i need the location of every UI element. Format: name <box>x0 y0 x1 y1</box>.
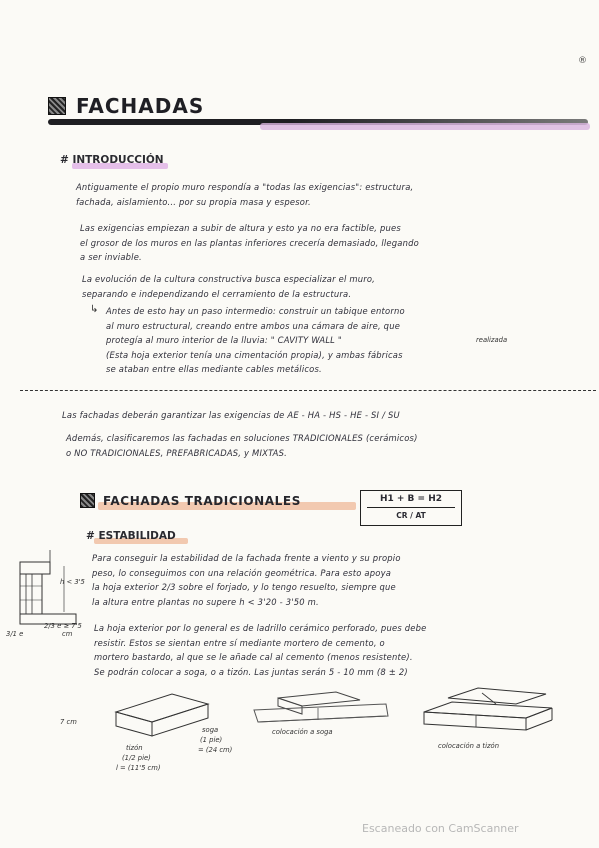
intro-paragraph-1 <box>76 180 413 209</box>
text-line: al muro estructural, creando entre ambos una cámara de aire, que <box>106 320 401 331</box>
text-line: protegía al muro interior de la lluvia: " CAVITY WALL " <box>106 335 342 345</box>
text-line: Las fachadas deberán garantizar las exigencias de AE - HA - HS - HE - SI / SU <box>62 410 400 420</box>
intro-paragraph-3 <box>82 272 375 301</box>
brick-soga-dim: (1 pie) <box>200 736 223 744</box>
brick-soga-dim2: = (24 cm) <box>198 746 233 754</box>
title-highlight <box>260 123 590 130</box>
height-label: h < 3'5 <box>60 578 85 586</box>
requirements-paragraph <box>62 408 400 423</box>
cavity-wall-note <box>106 304 405 377</box>
text-line: Para conseguir la estabilidad de la fachada frente a viento y su propio <box>92 553 401 563</box>
caption-soga: colocación a soga <box>272 728 333 736</box>
text-line: la hoja exterior 2/3 sobre el forjado, y lo tengo resuelto, siempre que <box>92 582 396 592</box>
text-line: Las exigencias empiezan a subir de altura y esto ya no era factible, pues <box>80 223 401 233</box>
formula-bottom: CR / AT <box>396 511 426 520</box>
text-line: Antiguamente el propio muro respondía a "todas las exigencias": estructura, <box>76 182 414 192</box>
stability-paragraph <box>92 551 401 609</box>
arrow-icon: ↳ <box>90 304 99 315</box>
brick-tizon-label: tizón <box>126 744 143 752</box>
tizon-arrangement-diagram <box>418 684 558 742</box>
scanner-watermark: Escaneado con CamScanner <box>362 822 519 835</box>
page-title: FACHADAS <box>76 94 205 118</box>
title-row <box>48 94 204 118</box>
caption-tizon: colocación a tizón <box>438 742 500 750</box>
text-line: La hoja exterior por lo general es de ladrillo cerámico perforado, pues debe <box>94 623 427 633</box>
stability-heading: # ESTABILIDAD <box>86 530 176 542</box>
hatched-square-icon <box>48 97 66 115</box>
text-line: fachada, aislamiento... por su propia masa y espesor. <box>76 196 311 207</box>
text-line: resistir. Estos se sientan entre sí mediante mortero de cemento, o <box>94 637 385 648</box>
text-line: o NO TRADICIONALES, PREFABRICADAS, y MIXTAS. <box>66 447 287 458</box>
text-line: peso, lo conseguimos con una relación geométrica. Para esto apoya <box>92 567 392 578</box>
brick-paragraph <box>94 621 426 679</box>
side-note: realizada <box>476 336 508 344</box>
intro-paragraph-2 <box>80 221 419 265</box>
base-label: 3/1 e <box>6 630 24 638</box>
section-title-row <box>80 493 301 508</box>
hatched-square-icon <box>80 493 95 508</box>
brick-tizon-dim2: l = (11'5 cm) <box>116 764 161 772</box>
dashed-divider <box>20 390 596 391</box>
corner-mark: ® <box>578 56 587 66</box>
formula-box <box>360 490 462 526</box>
text-line: a ser inviable. <box>80 252 142 262</box>
text-line: se ataban entre ellas mediante cables metálicos. <box>106 364 322 374</box>
unit-label: cm <box>62 630 73 638</box>
text-line: el grosor de los muros en las plantas inferiores crecería demasiado, llegando <box>80 237 419 248</box>
text-line: La evolución de la cultura constructiva busca especializar el muro, <box>82 274 376 284</box>
ratio-label: 2/3 e ≥ 7'5 <box>44 622 82 630</box>
text-line: la altura entre plantas no supere h < 3'20 - 3'50 m. <box>92 596 319 607</box>
brick-tizon-dim: (1/2 pie) <box>122 754 151 762</box>
brick-soga-label: soga <box>202 726 219 734</box>
text-line: Además, clasificaremos las fachadas en soluciones TRADICIONALES (cerámicos) <box>66 433 418 443</box>
intro-heading: # INTRODUCCIÓN <box>60 154 164 166</box>
text-line: separando e independizando el cerramiento de la estructura. <box>82 288 352 299</box>
section-title: FACHADAS TRADICIONALES <box>103 493 301 508</box>
text-line: (Esta hoja exterior tenía una cimentación propia), y ambas fábricas <box>106 349 403 360</box>
text-line: mortero bastardo, al que se le añade cal al cemento (menos resistente). <box>94 652 413 662</box>
text-line: Antes de esto hay un paso intermedio: construir un tabique entorno <box>106 306 405 316</box>
classification-paragraph <box>66 431 418 460</box>
brick-height-label: 7 cm <box>60 718 77 726</box>
text-line: Se podrán colocar a soga, o a tizón. Las juntas serán 5 - 10 mm (8 ± 2) <box>94 666 408 677</box>
formula-top: H1 + B = H2 <box>367 491 455 508</box>
